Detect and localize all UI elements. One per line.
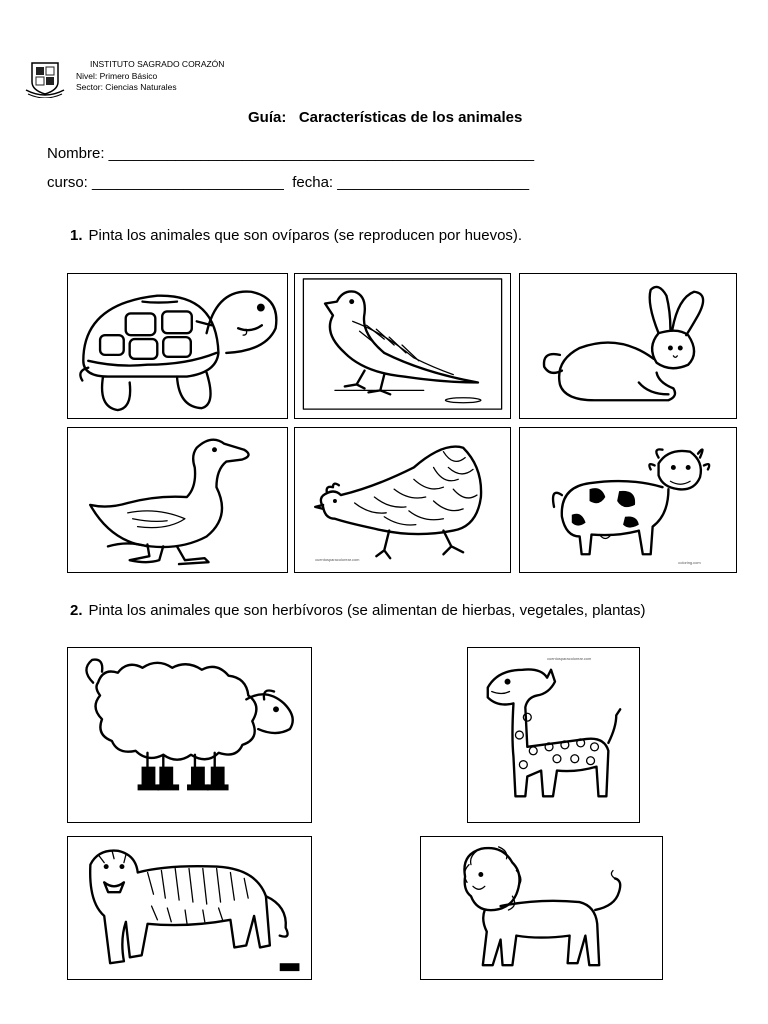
animal-card-cow[interactable]	[519, 427, 737, 573]
course-date-field[interactable]: curso: _______________________ fecha: _______________________	[47, 174, 530, 191]
tiger-icon	[68, 837, 311, 979]
animal-card-sheep[interactable]	[67, 647, 312, 823]
level-label: Nivel: Primero Básico	[76, 71, 158, 81]
svg-text:coloring.com: coloring.com	[678, 560, 701, 566]
duck-icon	[68, 428, 287, 572]
school-logo	[24, 60, 66, 98]
question-number: 1.	[70, 227, 83, 244]
animal-card-bird[interactable]	[294, 273, 511, 419]
question-number: 2.	[70, 602, 83, 619]
animal-card-lion[interactable]	[420, 836, 663, 980]
animal-card-tiger[interactable]	[67, 836, 312, 980]
institution-name: INSTITUTO SAGRADO CORAZÓN	[90, 59, 225, 69]
name-field[interactable]: Nombre: ___________________________________________________	[47, 145, 535, 162]
question-text: Pinta los animales que son ovíparos (se reproducen por huevos).	[88, 227, 523, 244]
animal-card-hen[interactable]	[294, 427, 511, 573]
animal-card-duck[interactable]	[67, 427, 288, 573]
question-2	[70, 601, 730, 621]
page-title: Guía: Características de los animales	[248, 109, 523, 126]
svg-text:cuentosparacolorear.com: cuentosparacolorear.com	[547, 655, 592, 661]
question-text: Pinta los animales que son herbívoros (se alimentan de hierbas, vegetales, plantas)	[88, 602, 646, 619]
rabbit-icon	[520, 274, 736, 418]
animal-card-turtle[interactable]	[67, 273, 288, 419]
giraffe-icon	[468, 648, 639, 822]
lion-icon	[421, 837, 662, 979]
cow-icon	[520, 428, 736, 572]
turtle-icon	[68, 274, 287, 418]
hen-icon	[295, 428, 510, 572]
sheep-icon	[68, 648, 311, 822]
animal-card-rabbit[interactable]	[519, 273, 737, 419]
animal-card-giraffe[interactable]	[467, 647, 640, 823]
bird-icon	[295, 274, 510, 418]
question-1	[70, 226, 730, 246]
sector-label: Sector: Ciencias Naturales	[76, 82, 177, 92]
svg-text:cuentosparacolorear.com: cuentosparacolorear.com	[315, 557, 360, 563]
